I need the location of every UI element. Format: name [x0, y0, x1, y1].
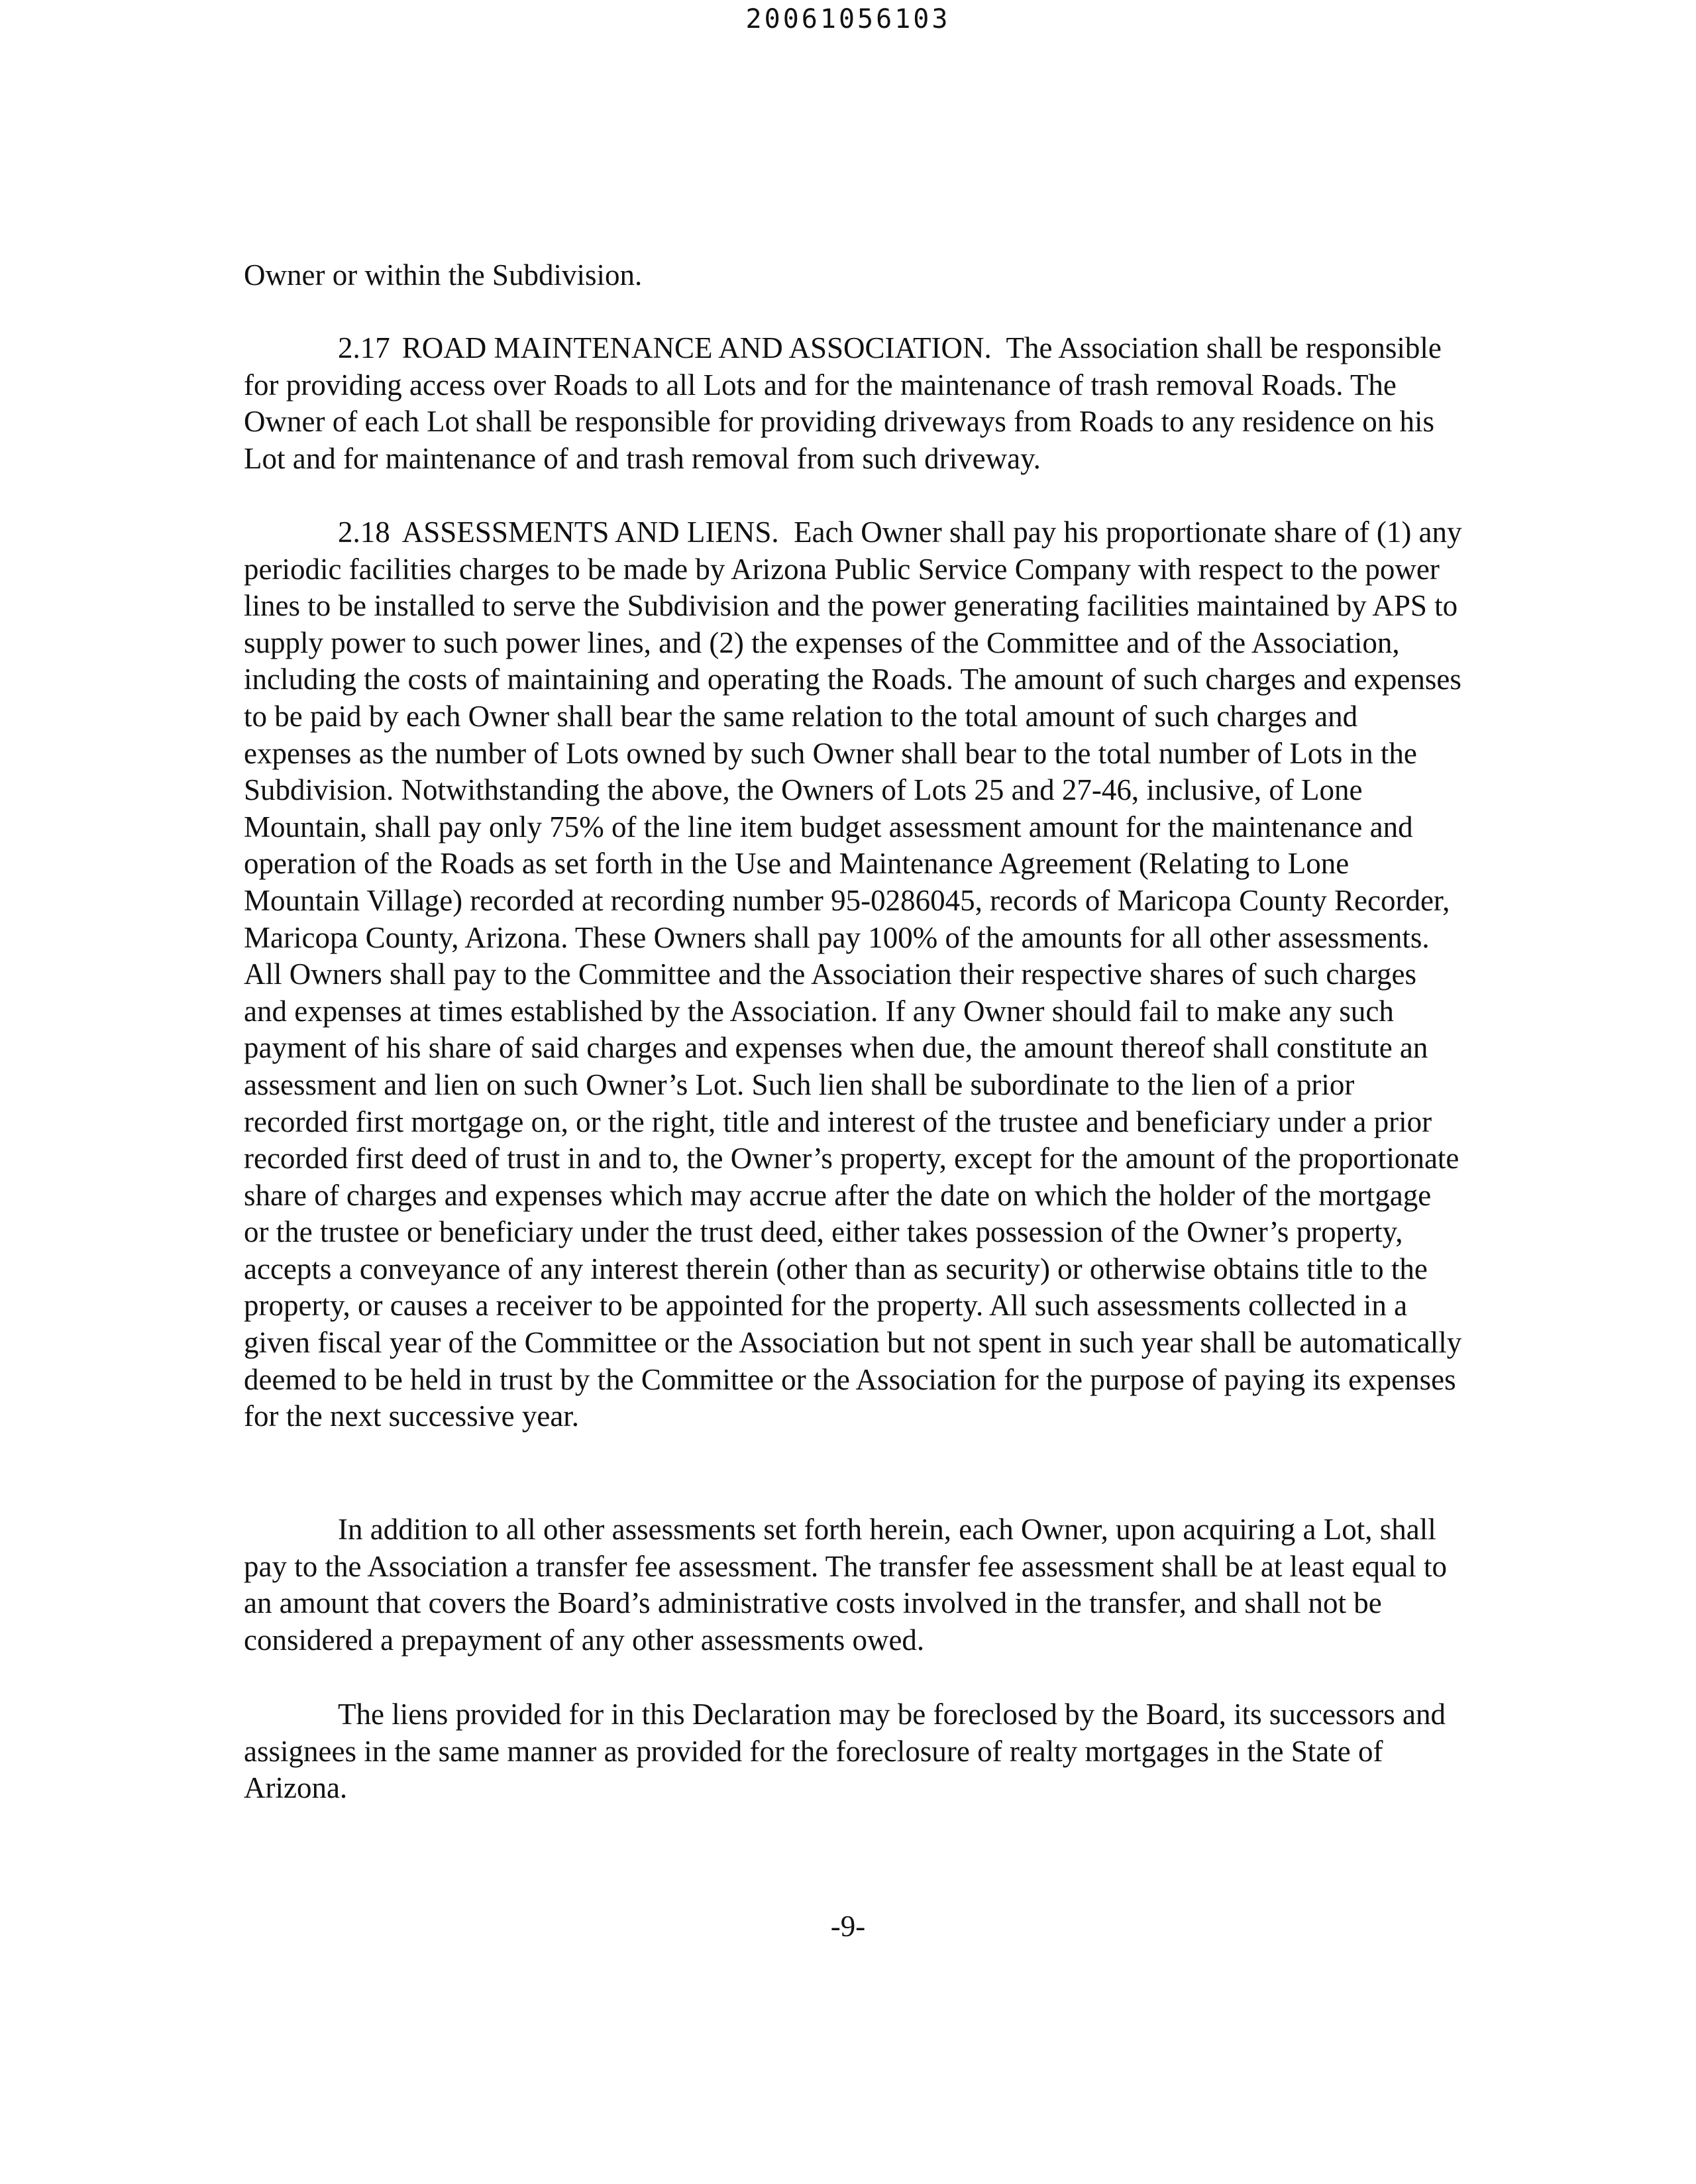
page-number: -9- [830, 1910, 866, 1943]
section-2-17 [244, 330, 1463, 477]
section-2-17-text: The Association shall be responsible for providing access over Roads to all Lots and for the maintenance of trash removal Roads. The Owner of each Lot shall be responsible for providing driveways from Roads to any residence on his Lot and for maintenance of and trash removal from such driveway. [244, 331, 1442, 475]
section-2-17-heading: ROAD MAINTENANCE AND ASSOCIATION. [401, 331, 992, 364]
transfer-fee-text: In addition to all other assessments set forth herein, each Owner, upon acquiring a Lot, shall pay to the Association a transfer fee assessment. The transfer fee assessment shall be at least equal to an amount that covers the Board’s administrative costs involved in the transfer, and shall not be considered a prepayment of any other assessments owed. [244, 1513, 1448, 1657]
section-2-18-heading: ASSESSMENTS AND LIENS. [401, 516, 779, 549]
continuation-text: Owner or within the Subdivision. [244, 258, 643, 292]
liens-text: The liens provided for in this Declaration may be foreclosed by the Board, its successors and assignees in the same manner as provided for the foreclosure of realty mortgages in the State of Arizona. [244, 1698, 1446, 1805]
continuation-paragraph [244, 257, 1463, 294]
transfer-fee-paragraph [244, 1511, 1463, 1659]
section-2-17-number: 2.17 [338, 331, 390, 364]
section-2-18-number: 2.18 [338, 516, 390, 549]
section-2-18 [244, 514, 1463, 1435]
document-number: 20061056103 [745, 4, 951, 34]
section-2-18-text: Each Owner shall pay his proportionate share of (1) any periodic facilities charges to be made by Arizona Public Service Company with respect to the power lines to be installed to serve the Subdivision and the power generating facilities maintained by APS to supply power to such power lines, and (2) the expenses of the Committee and of the Association, including the costs of maintaining and operating the Roads. The amount of such charges and expenses to be paid by each Owner shall bear the same relation to the total amount of such charges and expenses as the number of Lots owned by such Owner shall bear to the total number of Lots in the Subdivision. Notwithstanding the above, the Owners of Lots 25 and 27-46, inclusive, of Lone Mountain, shall pay only 75% of the line item budget assessment amount for the maintenance and operation of the Roads as set forth in the Use and Maintenance Agreement (Relating to Lone Mountain Village) recorded at recording number 95-0286045, records of Maricopa County Recorder, Maricopa County, Arizona. These Owners shall pay 100% of the amounts for all other assessments. All Owners shall pay to the Committee and the Association their respective shares of such charges and expenses at times established by the Association. If any Owner should fail to make any such payment of his share of said charges and expenses when due, the amount thereof shall constitute an assessment and lien on such Owner’s Lot. Such lien shall be subordinate to the lien of a prior recorded first mortgage on, or the right, title and interest of the trustee and beneficiary under a prior recorded first deed of trust in and to, the Owner’s property, except for the amount of the proportionate share of charges and expenses which may accrue after the date on which the holder of the mortgage or the trustee or beneficiary under the trust deed, either takes possession of the Owner’s property, accepts a conveyance of any interest therein (other than as security) or otherwise obtains title to the property, or causes a receiver to be appointed for the property. All such assessments collected in a given fiscal year of the Committee or the Association but not spent in such year shall be automatically deemed to be held in trust by the Committee or the Association for the purpose of paying its expenses for the next successive year. [244, 516, 1462, 1433]
liens-paragraph [244, 1696, 1463, 1807]
